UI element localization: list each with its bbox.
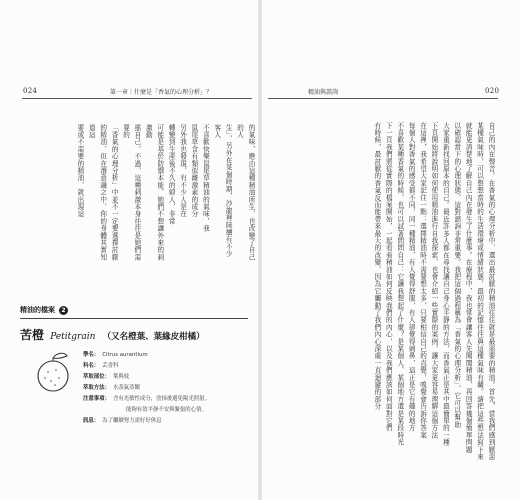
body-column: 「香氣的心理分析」中並不一定要選擇討厭 <box>110 124 119 261</box>
citrus-fruit-icon <box>34 350 72 394</box>
plant-latin-name: Petitgrain <box>50 332 96 342</box>
fact-field-value: 為了繼續努力需好好休息 <box>102 418 162 424</box>
body-column: 下一頁我們將從實際的檔案開始，一起看看精油如何反映我們的內心，以及我們應該如何面對它們 <box>384 122 393 432</box>
fact-section-number-badge: 2 <box>59 306 68 315</box>
right-header-rule <box>268 98 498 99</box>
body-column: 在這裡，我希望大家記住一點：選擇精油時不需要想太多，只要相信自己的直覺，嗅覺會告訴你答案 <box>418 122 427 439</box>
body-column: 大家重新找回原本的自己。最近許多人都在尋找讓自己身心平靜的方法，而香氣正是其中最簡單的一種 <box>441 122 450 446</box>
fact-field-key: 萃取方法： <box>83 385 110 391</box>
left-body-text <box>75 124 256 262</box>
body-column: 不喜歡快樂鼠尾草精油的氣味，我 <box>201 124 210 232</box>
body-column: 自己的內在聲音。在香氣的心理分析中，選出最討厭的精油往往就是最需要的精油。首先，當我們感到厭惡 <box>487 122 495 461</box>
fact-divider <box>20 318 248 319</box>
body-column: 要或不需要的精油，就出現這 <box>75 124 84 218</box>
plant-heading <box>20 326 205 343</box>
fact-field-row <box>83 405 248 416</box>
fact-field-row <box>83 394 248 405</box>
body-column: 下頁開始將說明如何使用精油進行自我探索，也會介紹一些實際的案例，讓大家更容易理解這個方法 <box>429 122 438 439</box>
left-running-header: 第一章｜什麼是「香氣的心理分析」？ <box>110 89 213 96</box>
fact-field-value: 水蒸氣蒸餾 <box>112 385 140 391</box>
body-column: 鼠尾草含有類似雌激素的成分 <box>189 124 198 218</box>
body-column: 生」，另外在某個時期，沙龍裡陸續有不少客人 <box>212 124 233 258</box>
body-column: 的氣味，應由這種精油所生，也改變了自己的人 <box>235 124 255 261</box>
fact-field-value: 芸香科 <box>102 363 119 369</box>
fact-section-title <box>20 304 68 316</box>
fact-field-row <box>83 416 248 427</box>
fact-section-label: 精油的檔案 <box>20 306 55 314</box>
fact-fields <box>83 350 248 427</box>
plant-alias: （又名橙葉、葉緣皮柑橘） <box>102 332 205 342</box>
fact-field-key: 訊息： <box>83 418 100 424</box>
body-column: 的精油，但在潛意識之中，你的身體其實知道這 <box>87 124 107 261</box>
fact-field-value: 能夠有效平靜不安與緊張的心情。 <box>126 407 207 413</box>
body-column: 就能更清楚地了解自己內在發生了什麼事。在療程中，我也常會讓客人先聞聞精油，再回答幾個簡單問題 <box>464 122 473 454</box>
body-column: 不喜歡某種香氣的時候，也可以試著問問自己：它讓我想起了什麼？是某個人、某個地方還是某段時光 <box>395 122 404 446</box>
body-column: 某種氣味時，可以想想當時的生活環境或情緒狀態，最初的記憶往往與這種氣味有關。請把這些想法寫下來 <box>475 122 484 461</box>
left-page-number: 024 <box>23 87 38 95</box>
fact-field-row <box>83 350 248 361</box>
fact-field-row <box>83 383 248 394</box>
fact-field-row <box>83 372 248 383</box>
body-column: 每個人對香氣的感受都不同，同一種精油，有人覺得舒服，有人卻覺得刺鼻，這正是它有趣的地方 <box>407 122 416 432</box>
fact-field-key: 科名： <box>83 363 100 369</box>
body-column: 另外我也發現，有不少人是在 <box>178 124 187 218</box>
fact-field-value: 葉與枝 <box>112 374 130 380</box>
fact-field-key: 注意事項： <box>83 396 110 402</box>
right-page-number: 020 <box>485 87 500 95</box>
fact-field-key: 學名： <box>83 352 100 358</box>
plant-name: 苦橙 <box>20 328 45 342</box>
fact-field-key: 萃取部位： <box>83 374 110 380</box>
right-running-header: 精油與諮詢 <box>308 89 339 96</box>
fact-field-row <box>83 361 248 372</box>
fact-field-value: 含有光敏性成分，塗抹後避免陽光照射。 <box>112 396 211 402</box>
right-body-text <box>271 122 496 472</box>
body-column: 有時候，最討厭的香氣反而能帶來最大的改變，因為它觸動了我們內心深處一直迴避的部分 <box>372 122 381 410</box>
body-column: 以確認當下的心理狀態，這對諮詢非常重要。我把這個過程稱為「香氣的心理分析」，它可以幫助 <box>452 122 461 429</box>
body-column: 搖自己，不過，這種刺激本身往往是她們需要的 <box>121 124 141 261</box>
body-column: 可能是基於防禦本能，她們不想讓外來的刺激動 <box>144 124 164 261</box>
left-header-rule <box>22 98 252 99</box>
oil-fact-box <box>20 304 248 474</box>
body-column: 轉變到生產後不久的婦人，非常 <box>167 124 176 225</box>
fact-field-value: Citrus aurantium <box>102 352 148 358</box>
